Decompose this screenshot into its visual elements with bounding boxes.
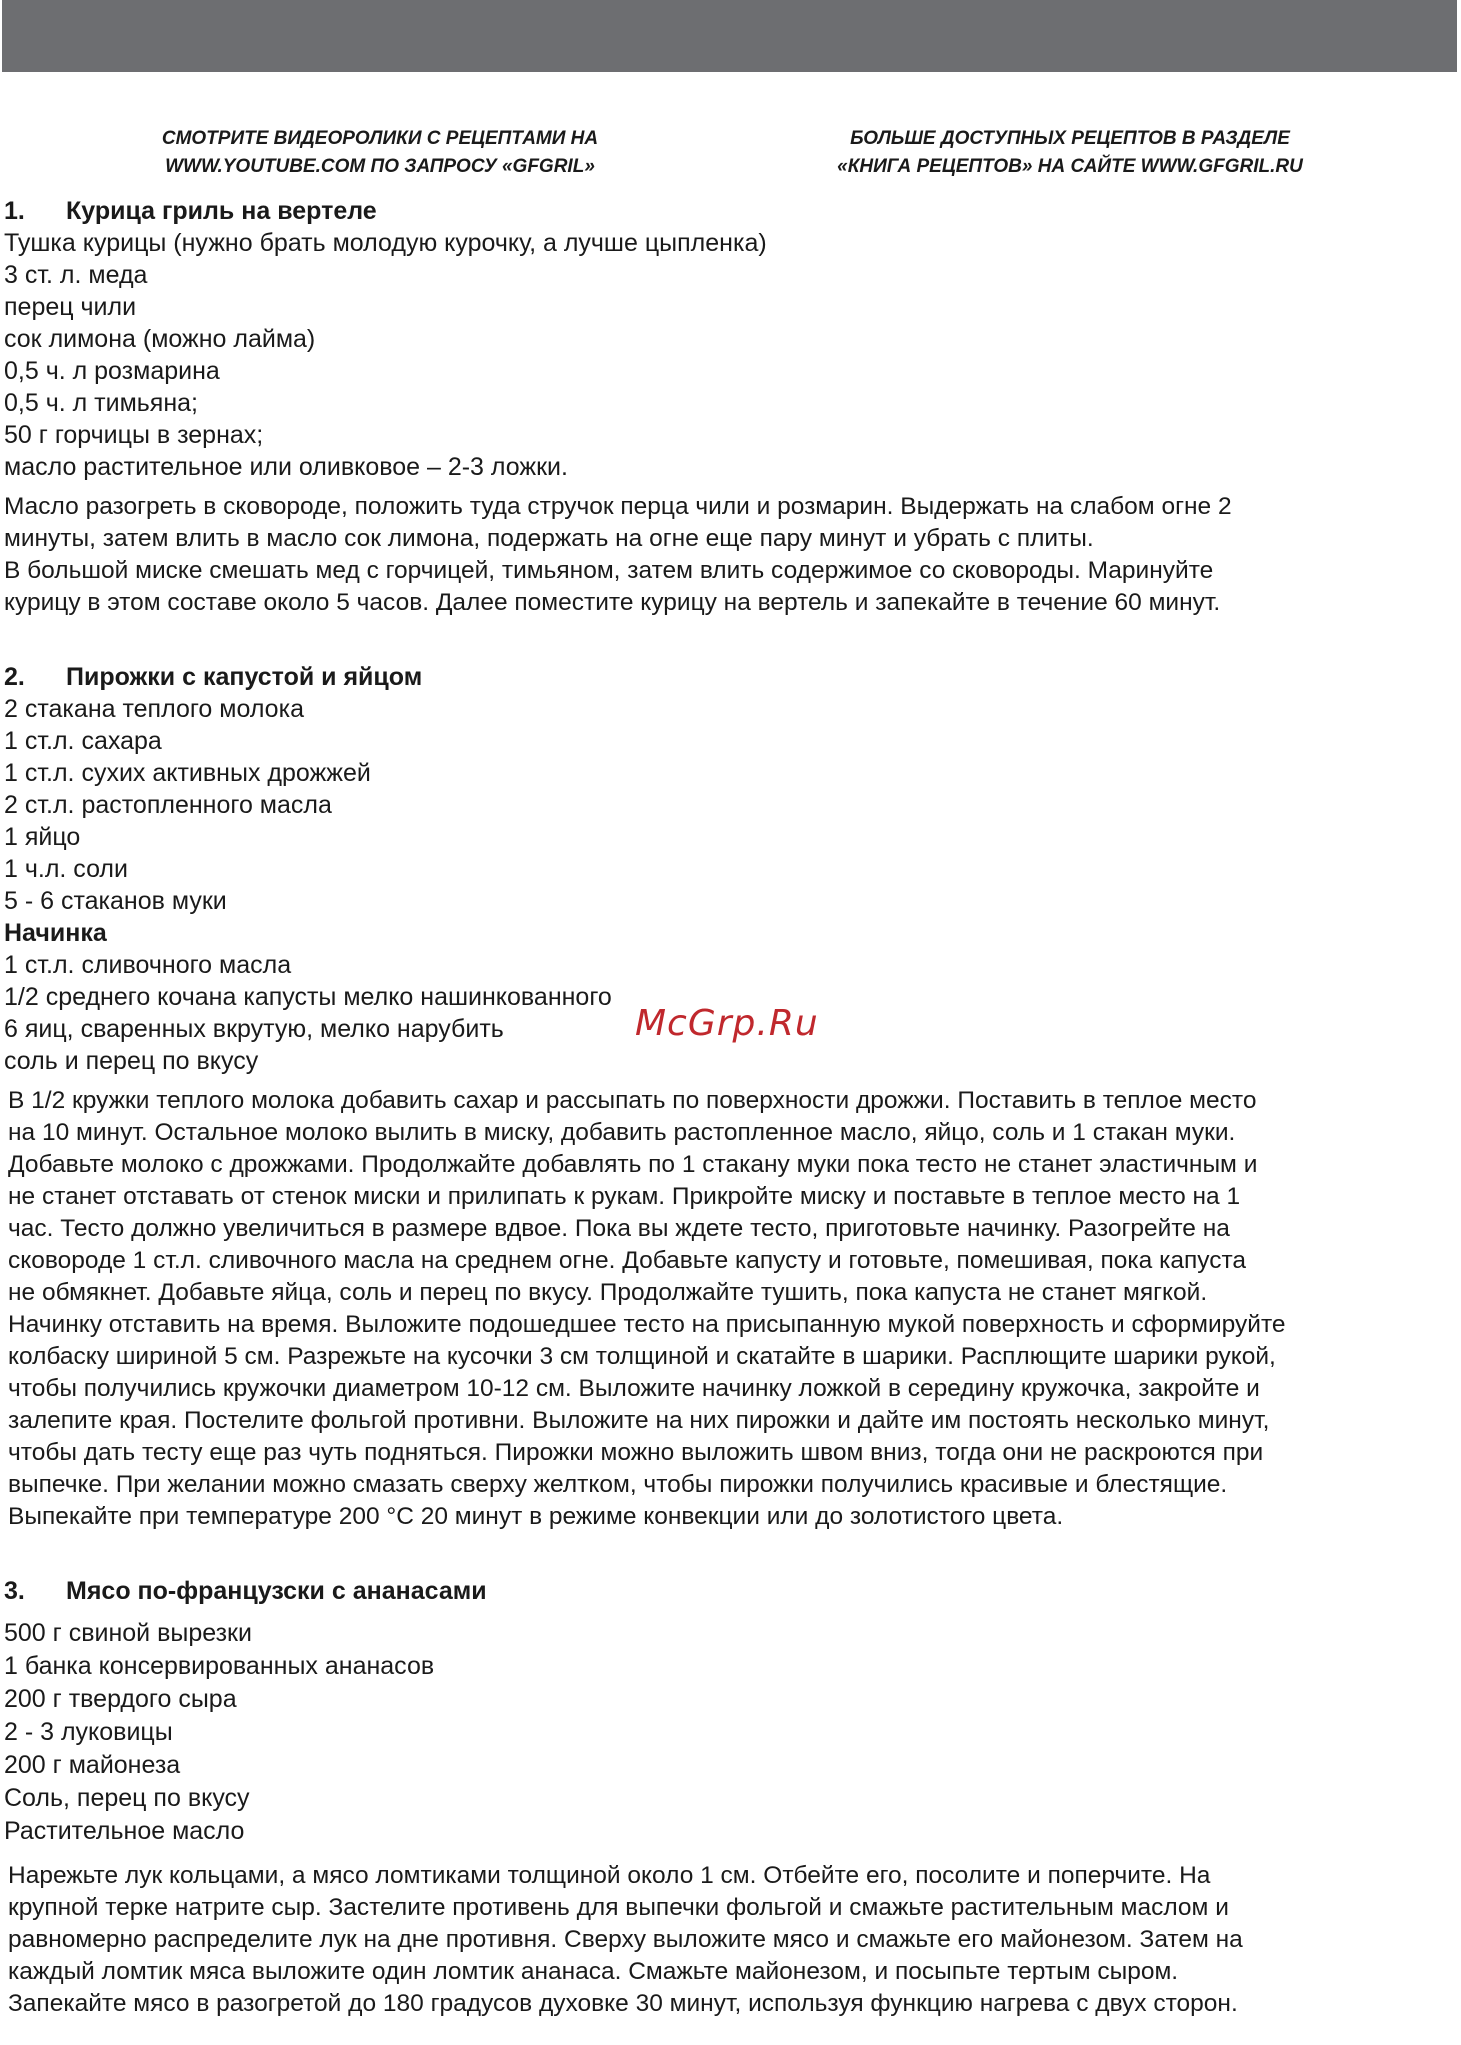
ingredient: 500 г свиной вырезки <box>4 1619 252 1647</box>
ingredient: 50 г горчицы в зернах; <box>4 421 264 449</box>
instruction-line: не обмякнет. Добавьте яйца, соль и перец по вкусу. Продолжайте тушить, пока капуста не станет мягкой. <box>8 1279 1208 1306</box>
promo-line: БОЛЬШЕ ДОСТУПНЫХ РЕЦЕПТОВ В РАЗДЕЛЕ <box>850 128 1290 149</box>
instructions <box>4 1860 1456 2020</box>
ingredient: 1 ст.л. сахара <box>4 727 162 755</box>
recipe-document <box>4 195 1456 2020</box>
instruction-line: Масло разогреть в сковороде, положить туда стручок перца чили и розмарин. Выдержать на слабом огне 2 <box>4 493 1232 520</box>
recipe-number: 3. <box>4 1577 25 1605</box>
instruction-line: каждый ломтик мяса выложите один ломтик ананаса. Смажьте майонезом, и посыпьте тертым сыром. <box>8 1958 1179 1985</box>
ingredient: Соль, перец по вкусу <box>4 1784 250 1812</box>
ingredient: 2 - 3 луковицы <box>4 1718 173 1746</box>
filling-item: 1/2 среднего кочана капусты мелко нашинкованного <box>4 983 612 1011</box>
promo-line: WWW.YOUTUBE.COM ПО ЗАПРОСУ «GFGRIL» <box>165 156 595 177</box>
instruction-line: В 1/2 кружки теплого молока добавить сахар и рассыпать по поверхности дрожжи. Поставить в теплое место <box>8 1087 1257 1114</box>
instruction-line: чтобы дать тесту еще раз чуть подняться. Пирожки можно выложить швом вниз, тогда они не раскроются при <box>8 1439 1264 1466</box>
ingredient: 0,5 ч. л розмарина <box>4 357 220 385</box>
ingredient: 2 стакана теплого молока <box>4 695 304 723</box>
ingredient: 2 ст.л. растопленного масла <box>4 791 332 819</box>
recipe-heading <box>4 195 1456 227</box>
recipe-title: Курица гриль на вертеле <box>66 197 377 225</box>
instruction-line: Запекайте мясо в разогретой до 180 градусов духовке 30 минут, используя функцию нагрева с двух сторон. <box>8 1990 1238 2017</box>
instructions <box>4 491 1456 619</box>
instruction-line: Начинку отставить на время. Выложите подошедшее тесто на присыпанную мукой поверхность и сформируйте <box>8 1311 1286 1338</box>
instruction-line: Выпекайте при температуре 200 °С 20 минут в режиме конвекции или до золотистого цвета. <box>8 1503 1064 1530</box>
recipe-number: 2. <box>4 663 25 691</box>
instruction-line: не станет отставать от стенок миски и прилипать к рукам. Прикройте миску и поставьте в теплое место на 1 <box>8 1183 1241 1210</box>
instruction-line: равномерно распределите лук на дне противня. Сверху выложите мясо и смажьте его майонезом. Затем на <box>8 1926 1243 1953</box>
instruction-line: на 10 минут. Остальное молоко вылить в миску, добавить растопленное масло, яйцо, соль и 1 стакан муки. <box>8 1119 1236 1146</box>
instruction-line: сковороде 1 ст.л. сливочного масла на среднем огне. Добавьте капусту и готовьте, помешивая, пока капуста <box>8 1247 1247 1274</box>
filling-item: 1 ст.л. сливочного масла <box>4 951 292 979</box>
filling-title: Начинка <box>4 919 107 947</box>
instruction-line: курицу в этом составе около 5 часов. Далее поместите курицу на вертель и запекайте в течение 60 минут. <box>4 589 1221 616</box>
recipe-3 <box>4 1575 1456 2020</box>
ingredient: 1 банка консервированных ананасов <box>4 1652 435 1680</box>
header-bar <box>2 0 1457 72</box>
ingredient: 200 г майонеза <box>4 1751 181 1779</box>
instruction-line: чтобы получились кружочки диаметром 10-12 см. Выложите начинку ложкой в середину кружочка, закройте и <box>8 1375 1260 1402</box>
ingredient: 3 ст. л. меда <box>4 261 148 289</box>
instruction-line: выпечке. При желании можно смазать сверху желтком, чтобы пирожки получились красивые и блестящие. <box>8 1471 1228 1498</box>
ingredient: 0,5 ч. л тимьяна; <box>4 389 198 417</box>
instruction-line: крупной терке натрите сыр. Застелите противень для выпечки фольгой и смажьте растительным маслом и <box>8 1894 1229 1921</box>
watermark: McGrp.Ru <box>635 1003 819 1044</box>
promo-line: «КНИГА РЕЦЕПТОВ» НА САЙТЕ WWW.GFGRIL.RU <box>837 156 1303 177</box>
ingredient: 1 ст.л. сухих активных дрожжей <box>4 759 371 787</box>
ingredients-list <box>4 693 1456 917</box>
ingredient: 200 г твердого сыра <box>4 1685 237 1713</box>
ingredients-list <box>4 227 1456 483</box>
promo-line: СМОТРИТЕ ВИДЕОРОЛИКИ С РЕЦЕПТАМИ НА <box>161 128 599 149</box>
ingredient: масло растительное или оливковое – 2-3 ложки. <box>4 453 568 481</box>
instruction-line: залепите края. Постелите фольгой противни. Выложите на них пирожки и дайте им постоять несколько минут, <box>8 1407 1270 1434</box>
promo-website <box>800 125 1340 181</box>
instruction-line: В большой миске смешать мед с горчицей, тимьяном, затем влить содержимое со сковороды. Маринуйте <box>4 557 1214 584</box>
recipe-1 <box>4 195 1456 619</box>
filling-item: соль и перец по вкусу <box>4 1047 259 1075</box>
instruction-line: минуты, затем влить в масло сок лимона, подержать на огне еще пару минут и убрать с плиты. <box>4 525 1094 552</box>
recipe-title: Мясо по-французски с ананасами <box>66 1577 487 1605</box>
instructions <box>4 1085 1456 1533</box>
recipe-title: Пирожки с капустой и яйцом <box>66 663 423 691</box>
ingredient: Растительное масло <box>4 1817 245 1845</box>
recipe-heading <box>4 661 1456 693</box>
recipe-number: 1. <box>4 197 25 225</box>
ingredient: 1 яйцо <box>4 823 81 851</box>
filling-item: 6 яиц, сваренных вкрутую, мелко нарубить <box>4 1015 504 1043</box>
instruction-line: Добавьте молоко с дрожжами. Продолжайте добавлять по 1 стакану муки пока тесто не станет эластичным и <box>8 1151 1258 1178</box>
ingredients-list <box>4 1617 1456 1848</box>
instruction-line: час. Тесто должно увеличиться в размере вдвое. Пока вы ждете тесто, приготовьте начинку. Разогрейте на <box>8 1215 1230 1242</box>
instruction-line: колбаску шириной 5 см. Разрежьте на кусочки 3 см толщиной и скатайте в шарики. Расплющите шарики рукой, <box>8 1343 1276 1370</box>
ingredient: 1 ч.л. соли <box>4 855 128 883</box>
recipe-2 <box>4 661 1456 1533</box>
promo-youtube <box>110 125 650 181</box>
instruction-line: Нарежьте лук кольцами, а мясо ломтиками толщиной около 1 см. Отбейте его, посолите и поперчите. На <box>8 1862 1211 1889</box>
ingredient: сок лимона (можно лайма) <box>4 325 316 353</box>
ingredient: Тушка курицы (нужно брать молодую курочку, а лучше цыпленка) <box>4 229 767 257</box>
ingredient: перец чили <box>4 293 137 321</box>
ingredient: 5 - 6 стаканов муки <box>4 887 227 915</box>
recipe-heading <box>4 1575 1456 1607</box>
